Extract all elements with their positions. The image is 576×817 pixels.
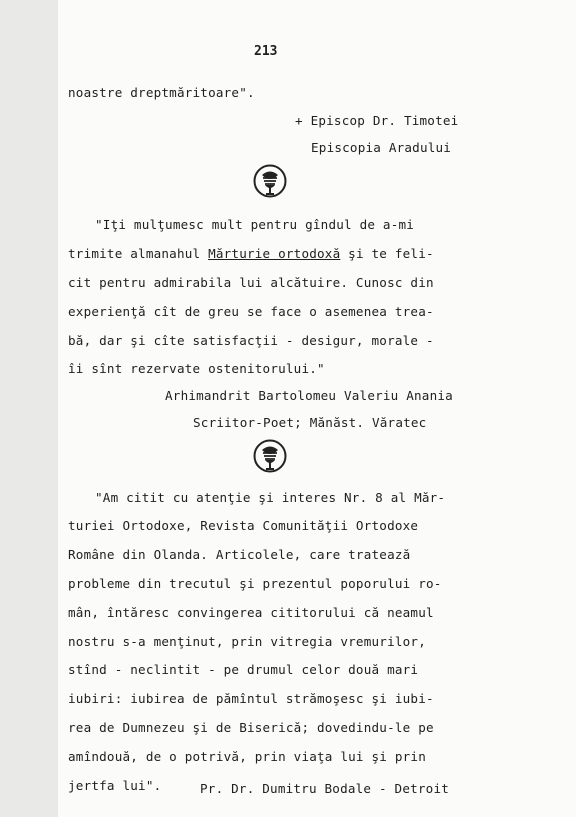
- block2-signature-place: Scriitor-Poet; Mănăst. Văratec: [193, 415, 427, 430]
- block3-line-5: mân, întăresc convingerea cititorului că neamul: [68, 605, 434, 620]
- block2-line-3: cit pentru admirabila lui alcătuire. Cunosc din: [68, 275, 434, 290]
- thistle-emblem-icon: [253, 164, 287, 198]
- block3-last-line-start: jertfa lui".: [68, 778, 162, 793]
- block3-line-8: iubiri: iubirea de pămîntul strămoşesc şi iubi-: [68, 691, 434, 706]
- block2-line-1: "Iţi mulţumesc mult pentru gîndul de a-mi: [95, 217, 415, 232]
- block1-closing-line: noastre dreptmăritoare".: [68, 85, 255, 100]
- block3-line-4: probleme din trecutul şi prezentul poporului ro-: [68, 576, 442, 591]
- block2-line-4: experienţă cît de greu se face o asemenea trea-: [68, 304, 434, 319]
- block3-line-9: rea de Dumnezeu şi de Biserică; dovedindu-le pe: [68, 720, 434, 735]
- block3-line-1: "Am citit cu atenţie şi interes Nr. 8 al Măr-: [95, 490, 446, 505]
- block2-line-2-start: trimite almanahul: [68, 246, 209, 261]
- block3-line-7: stînd - neclintit - pe drumul celor două mari: [68, 662, 419, 677]
- block3-signature: Pr. Dr. Dumitru Bodale - Detroit: [200, 781, 450, 796]
- block2-line-2-tail: şi te feli-: [340, 246, 434, 261]
- block3-line-6: nostru s-a menţinut, prin vitregia vremurilor,: [68, 634, 426, 649]
- block2-signature-name: Arhimandrit Bartolomeu Valeriu Anania: [165, 388, 453, 403]
- block2-line-5: bă, dar şi cîte satisfacţii - desigur, morale -: [68, 333, 434, 348]
- block2-line-6: îi sînt rezervate ostenitorului.": [68, 361, 325, 376]
- block1-signature-name: + Episcop Dr. Timotei: [295, 113, 459, 128]
- block3-line-3: Române din Olanda. Articolele, care tratează: [68, 547, 411, 562]
- block2-line-2: [68, 246, 434, 261]
- block3-line-2: turiei Ortodoxe, Revista Comunităţii Ortodoxe: [68, 518, 419, 533]
- page-number: 213: [254, 44, 278, 59]
- block3-line-10: amîndouă, de o potrivă, prin viaţa lui şi prin: [68, 749, 426, 764]
- block1-signature-place: Episcopia Aradului: [311, 140, 452, 155]
- thistle-emblem-icon: [253, 439, 287, 473]
- almanac-title: Mărturie ortodoxă: [208, 246, 341, 261]
